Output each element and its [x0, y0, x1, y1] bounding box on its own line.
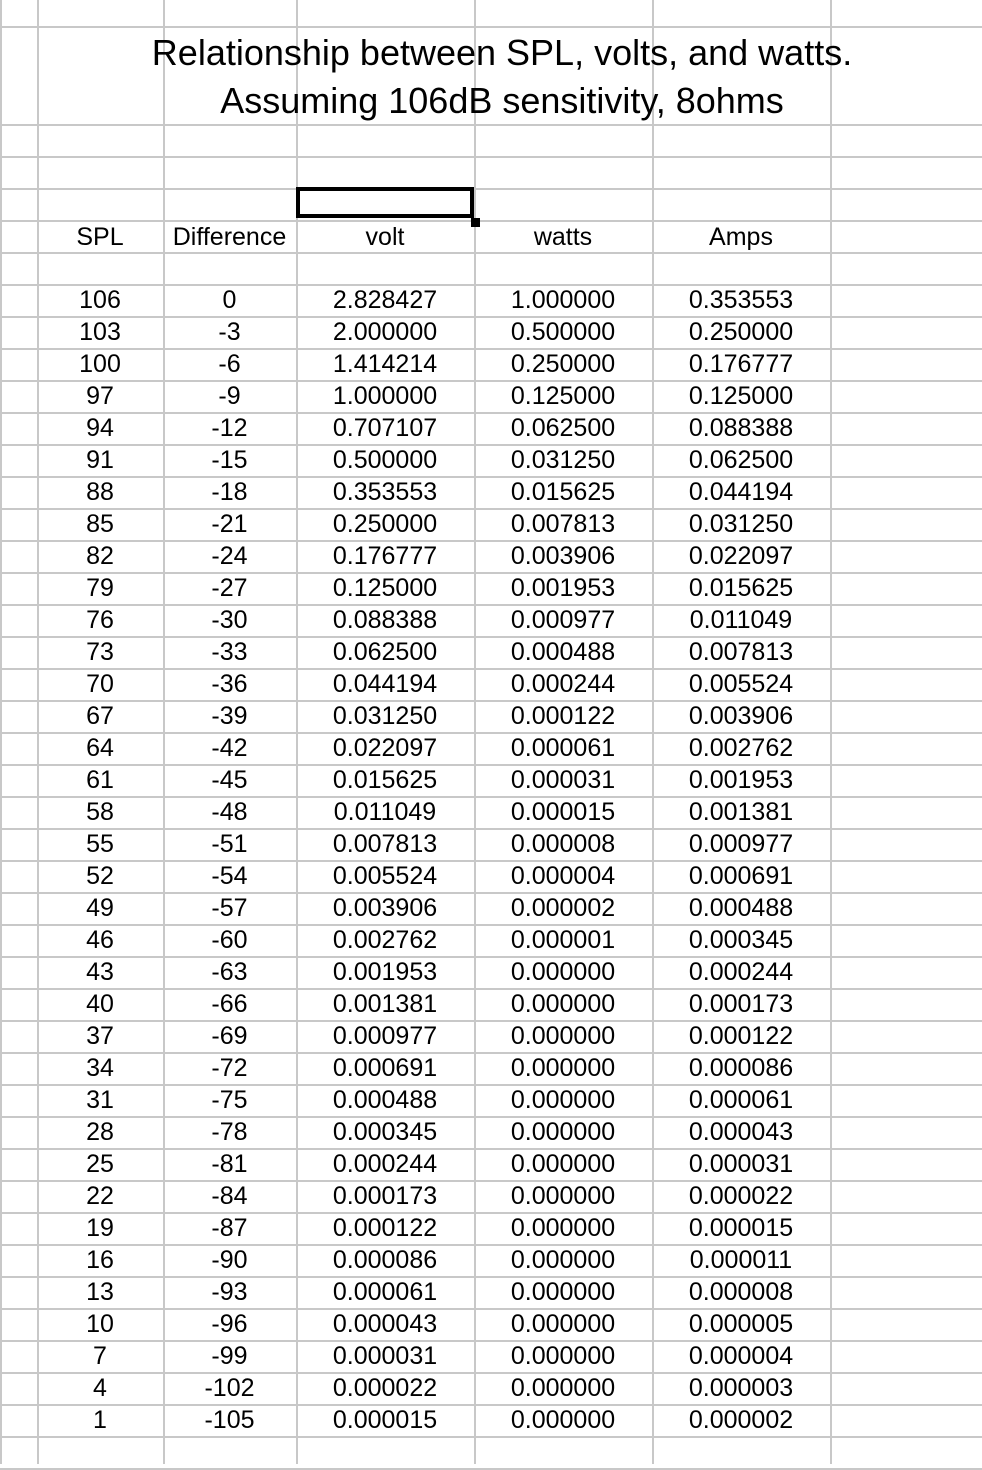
- cell-spl[interactable]: 103: [79, 318, 121, 346]
- cell-difference[interactable]: -60: [211, 926, 248, 954]
- cell-amps[interactable]: 0.003906: [688, 702, 794, 730]
- cell-difference[interactable]: -39: [211, 702, 248, 730]
- cell-watts[interactable]: 0.125000: [510, 382, 616, 410]
- cell-difference[interactable]: -57: [211, 894, 248, 922]
- cell-amps[interactable]: 0.000173: [688, 990, 794, 1018]
- cell-amps[interactable]: 0.000244: [688, 958, 794, 986]
- cell-difference[interactable]: -72: [211, 1054, 248, 1082]
- cell-difference[interactable]: -93: [211, 1278, 248, 1306]
- cell-volt[interactable]: 0.044194: [332, 670, 438, 698]
- cell-watts[interactable]: 0.000000: [510, 1150, 616, 1178]
- cell-volt[interactable]: 0.250000: [332, 510, 438, 538]
- cell-volt[interactable]: 0.000488: [332, 1086, 438, 1114]
- cell-amps[interactable]: 0.000002: [688, 1406, 794, 1434]
- cell-volt[interactable]: 0.003906: [332, 894, 438, 922]
- cell-spl[interactable]: 58: [86, 798, 114, 826]
- cell-volt[interactable]: 0.002762: [332, 926, 438, 954]
- cell-watts[interactable]: 0.000031: [510, 766, 616, 794]
- cell-volt[interactable]: 0.088388: [332, 606, 438, 634]
- cell-watts[interactable]: 0.000000: [510, 1118, 616, 1146]
- cell-watts[interactable]: 0.000244: [510, 670, 616, 698]
- cell-amps[interactable]: 0.007813: [688, 638, 794, 666]
- cell-spl[interactable]: 25: [86, 1150, 114, 1178]
- cell-spl[interactable]: 67: [86, 702, 114, 730]
- cell-amps[interactable]: 0.015625: [688, 574, 794, 602]
- cell-spl[interactable]: 43: [86, 958, 114, 986]
- cell-spl[interactable]: 10: [86, 1310, 114, 1338]
- cell-spl[interactable]: 106: [79, 286, 121, 314]
- cell-amps[interactable]: 0.250000: [688, 318, 794, 346]
- header-volt[interactable]: volt: [365, 223, 405, 251]
- fill-handle[interactable]: [471, 218, 480, 227]
- cell-watts[interactable]: 0.000008: [510, 830, 616, 858]
- gridline-horizontal: [0, 1436, 982, 1438]
- header-difference[interactable]: Difference: [172, 223, 287, 251]
- cell-amps[interactable]: 0.000005: [688, 1310, 794, 1338]
- cell-difference[interactable]: -21: [211, 510, 248, 538]
- cell-difference[interactable]: -90: [211, 1246, 248, 1274]
- cell-difference[interactable]: -63: [211, 958, 248, 986]
- cell-amps[interactable]: 0.022097: [688, 542, 794, 570]
- header-watts[interactable]: watts: [533, 223, 593, 251]
- cell-watts[interactable]: 0.000000: [510, 1310, 616, 1338]
- cell-spl[interactable]: 13: [86, 1278, 114, 1306]
- cell-spl[interactable]: 34: [86, 1054, 114, 1082]
- cell-difference[interactable]: -12: [211, 414, 248, 442]
- cell-difference[interactable]: -96: [211, 1310, 248, 1338]
- cell-watts[interactable]: 0.000488: [510, 638, 616, 666]
- cell-spl[interactable]: 7: [93, 1342, 107, 1370]
- cell-amps[interactable]: 0.000345: [688, 926, 794, 954]
- cell-amps[interactable]: 0.005524: [688, 670, 794, 698]
- cell-amps[interactable]: 0.000022: [688, 1182, 794, 1210]
- cell-volt[interactable]: 1.000000: [332, 382, 438, 410]
- cell-watts[interactable]: 0.000061: [510, 734, 616, 762]
- cell-amps[interactable]: 0.031250: [688, 510, 794, 538]
- cell-volt[interactable]: 0.000244: [332, 1150, 438, 1178]
- gridline-horizontal: [0, 188, 982, 190]
- cell-spl[interactable]: 52: [86, 862, 114, 890]
- cell-amps[interactable]: 0.000008: [688, 1278, 794, 1306]
- cell-volt[interactable]: 0.062500: [332, 638, 438, 666]
- cell-difference[interactable]: -81: [211, 1150, 248, 1178]
- cell-amps[interactable]: 0.002762: [688, 734, 794, 762]
- cell-amps[interactable]: 0.000691: [688, 862, 794, 890]
- cell-watts[interactable]: 0.000977: [510, 606, 616, 634]
- cell-spl[interactable]: 91: [86, 446, 114, 474]
- cell-volt[interactable]: 0.000061: [332, 1278, 438, 1306]
- cell-difference[interactable]: -15: [211, 446, 248, 474]
- cell-watts[interactable]: 1.000000: [510, 286, 616, 314]
- cell-volt[interactable]: 0.500000: [332, 446, 438, 474]
- cell-spl[interactable]: 49: [86, 894, 114, 922]
- cell-watts[interactable]: 0.007813: [510, 510, 616, 538]
- cell-spl[interactable]: 73: [86, 638, 114, 666]
- cell-difference[interactable]: -105: [204, 1406, 255, 1434]
- cell-volt[interactable]: 0.007813: [332, 830, 438, 858]
- cell-spl[interactable]: 37: [86, 1022, 114, 1050]
- cell-watts[interactable]: 0.000001: [510, 926, 616, 954]
- cell-spl[interactable]: 19: [86, 1214, 114, 1242]
- cell-difference[interactable]: -3: [218, 318, 241, 346]
- cell-spl[interactable]: 88: [86, 478, 114, 506]
- cell-spl[interactable]: 79: [86, 574, 114, 602]
- cell-amps[interactable]: 0.125000: [688, 382, 794, 410]
- cell-difference[interactable]: -66: [211, 990, 248, 1018]
- cell-spl[interactable]: 76: [86, 606, 114, 634]
- cell-difference[interactable]: -24: [211, 542, 248, 570]
- cell-difference[interactable]: -45: [211, 766, 248, 794]
- cell-watts[interactable]: 0.000000: [510, 958, 616, 986]
- cell-watts[interactable]: 0.001953: [510, 574, 616, 602]
- cell-volt[interactable]: 0.005524: [332, 862, 438, 890]
- cell-difference[interactable]: -18: [211, 478, 248, 506]
- cell-spl[interactable]: 16: [86, 1246, 114, 1274]
- cell-volt[interactable]: 0.000691: [332, 1054, 438, 1082]
- cell-volt[interactable]: 2.828427: [332, 286, 438, 314]
- sheet-title-line-2[interactable]: Assuming 106dB sensitivity, 8ohms: [220, 80, 784, 121]
- cell-volt[interactable]: 0.000015: [332, 1406, 438, 1434]
- cell-watts[interactable]: 0.000000: [510, 1054, 616, 1082]
- cell-volt[interactable]: 0.022097: [332, 734, 438, 762]
- cell-watts[interactable]: 0.000000: [510, 1374, 616, 1402]
- cell-spl[interactable]: 4: [93, 1374, 107, 1402]
- cell-watts[interactable]: 0.003906: [510, 542, 616, 570]
- cell-spl[interactable]: 61: [86, 766, 114, 794]
- cell-volt[interactable]: 0.000173: [332, 1182, 438, 1210]
- cell-spl[interactable]: 70: [86, 670, 114, 698]
- cell-volt[interactable]: 0.011049: [333, 798, 437, 826]
- gridline-horizontal: [0, 124, 982, 126]
- cell-amps[interactable]: 0.062500: [688, 446, 794, 474]
- cell-spl[interactable]: 22: [86, 1182, 114, 1210]
- cell-volt[interactable]: 0.000086: [332, 1246, 438, 1274]
- cell-watts[interactable]: 0.000004: [510, 862, 616, 890]
- cell-amps[interactable]: 0.000122: [688, 1022, 794, 1050]
- cell-watts[interactable]: 0.000000: [510, 1214, 616, 1242]
- cell-difference[interactable]: -51: [211, 830, 248, 858]
- cell-difference[interactable]: -99: [211, 1342, 248, 1370]
- cell-spl[interactable]: 85: [86, 510, 114, 538]
- cell-amps[interactable]: 0.011049: [689, 606, 793, 634]
- cell-volt[interactable]: 0.125000: [332, 574, 438, 602]
- cell-volt[interactable]: 2.000000: [332, 318, 438, 346]
- cell-watts[interactable]: 0.000000: [510, 990, 616, 1018]
- cell-spl[interactable]: 28: [86, 1118, 114, 1146]
- cell-difference[interactable]: 0: [222, 286, 237, 314]
- cell-difference[interactable]: -48: [211, 798, 248, 826]
- cell-spl[interactable]: 94: [86, 414, 114, 442]
- cell-spl[interactable]: 31: [86, 1086, 114, 1114]
- cell-volt[interactable]: 0.707107: [332, 414, 438, 442]
- cell-volt[interactable]: 0.000031: [332, 1342, 438, 1370]
- cell-volt[interactable]: 1.414214: [332, 350, 438, 378]
- cell-difference[interactable]: -30: [211, 606, 248, 634]
- cell-amps[interactable]: 0.044194: [688, 478, 794, 506]
- cell-amps[interactable]: 0.000003: [688, 1374, 794, 1402]
- cell-volt[interactable]: 0.000022: [332, 1374, 438, 1402]
- gridline-horizontal: [0, 156, 982, 158]
- cell-volt[interactable]: 0.000122: [332, 1214, 438, 1242]
- cell-difference[interactable]: -84: [211, 1182, 248, 1210]
- cell-watts[interactable]: 0.062500: [510, 414, 616, 442]
- cell-volt[interactable]: 0.031250: [332, 702, 438, 730]
- cell-difference[interactable]: -27: [211, 574, 248, 602]
- cell-watts[interactable]: 0.000122: [510, 702, 616, 730]
- gridline-horizontal: [0, 252, 982, 254]
- header-amps[interactable]: Amps: [709, 223, 773, 251]
- cell-spl[interactable]: 64: [86, 734, 114, 762]
- cell-spl[interactable]: 100: [79, 350, 121, 378]
- cell-watts[interactable]: 0.000000: [510, 1086, 616, 1114]
- cell-spl[interactable]: 46: [86, 926, 114, 954]
- cell-amps[interactable]: 0.000061: [688, 1086, 794, 1114]
- cell-amps[interactable]: 0.000004: [688, 1342, 794, 1370]
- cell-spl[interactable]: 97: [86, 382, 114, 410]
- cell-amps[interactable]: 0.000011: [689, 1246, 793, 1274]
- cell-watts[interactable]: 0.015625: [510, 478, 616, 506]
- cell-amps[interactable]: 0.176777: [688, 350, 794, 378]
- cell-amps[interactable]: 0.000086: [688, 1054, 794, 1082]
- cell-watts[interactable]: 0.000002: [510, 894, 616, 922]
- cell-volt[interactable]: 0.176777: [332, 542, 438, 570]
- cell-difference[interactable]: -33: [211, 638, 248, 666]
- sheet-title-line-1[interactable]: Relationship between SPL, volts, and watts.: [151, 32, 853, 73]
- cell-volt[interactable]: 0.015625: [332, 766, 438, 794]
- gridline-horizontal: [0, 26, 982, 28]
- cell-watts[interactable]: 0.000000: [510, 1406, 616, 1434]
- cell-watts[interactable]: 0.000000: [510, 1022, 616, 1050]
- cell-watts[interactable]: 0.250000: [510, 350, 616, 378]
- cell-difference[interactable]: -75: [211, 1086, 248, 1114]
- cell-amps[interactable]: 0.353553: [688, 286, 794, 314]
- cell-watts[interactable]: 0.000000: [510, 1278, 616, 1306]
- cell-difference[interactable]: -42: [211, 734, 248, 762]
- cell-difference[interactable]: -102: [204, 1374, 255, 1402]
- cell-watts[interactable]: 0.031250: [510, 446, 616, 474]
- cell-amps[interactable]: 0.088388: [688, 414, 794, 442]
- cell-spl[interactable]: 40: [86, 990, 114, 1018]
- cell-difference[interactable]: -69: [211, 1022, 248, 1050]
- cell-spl[interactable]: 55: [86, 830, 114, 858]
- cell-spl[interactable]: 1: [93, 1406, 107, 1434]
- cell-difference[interactable]: -9: [218, 382, 241, 410]
- header-spl[interactable]: SPL: [76, 223, 124, 251]
- cell-difference[interactable]: -78: [211, 1118, 248, 1146]
- cell-amps[interactable]: 0.000488: [688, 894, 794, 922]
- cell-watts[interactable]: 0.000000: [510, 1246, 616, 1274]
- cell-watts[interactable]: 0.500000: [510, 318, 616, 346]
- selected-cell-outline[interactable]: [296, 187, 474, 218]
- cell-difference[interactable]: -6: [218, 350, 241, 378]
- cell-difference[interactable]: -87: [211, 1214, 248, 1242]
- cell-amps[interactable]: 0.001953: [688, 766, 794, 794]
- cell-amps[interactable]: 0.001381: [688, 798, 794, 826]
- cell-difference[interactable]: -54: [211, 862, 248, 890]
- cell-watts[interactable]: 0.000000: [510, 1182, 616, 1210]
- cell-volt[interactable]: 0.000043: [332, 1310, 438, 1338]
- cell-watts[interactable]: 0.000015: [510, 798, 616, 826]
- cell-amps[interactable]: 0.000015: [688, 1214, 794, 1242]
- cell-amps[interactable]: 0.000043: [688, 1118, 794, 1146]
- cell-spl[interactable]: 82: [86, 542, 114, 570]
- cell-volt[interactable]: 0.353553: [332, 478, 438, 506]
- cell-amps[interactable]: 0.000977: [688, 830, 794, 858]
- cell-amps[interactable]: 0.000031: [688, 1150, 794, 1178]
- cell-volt[interactable]: 0.000977: [332, 1022, 438, 1050]
- cell-volt[interactable]: 0.001381: [332, 990, 438, 1018]
- cell-volt[interactable]: 0.001953: [332, 958, 438, 986]
- cell-watts[interactable]: 0.000000: [510, 1342, 616, 1370]
- cell-difference[interactable]: -36: [211, 670, 248, 698]
- cell-volt[interactable]: 0.000345: [332, 1118, 438, 1146]
